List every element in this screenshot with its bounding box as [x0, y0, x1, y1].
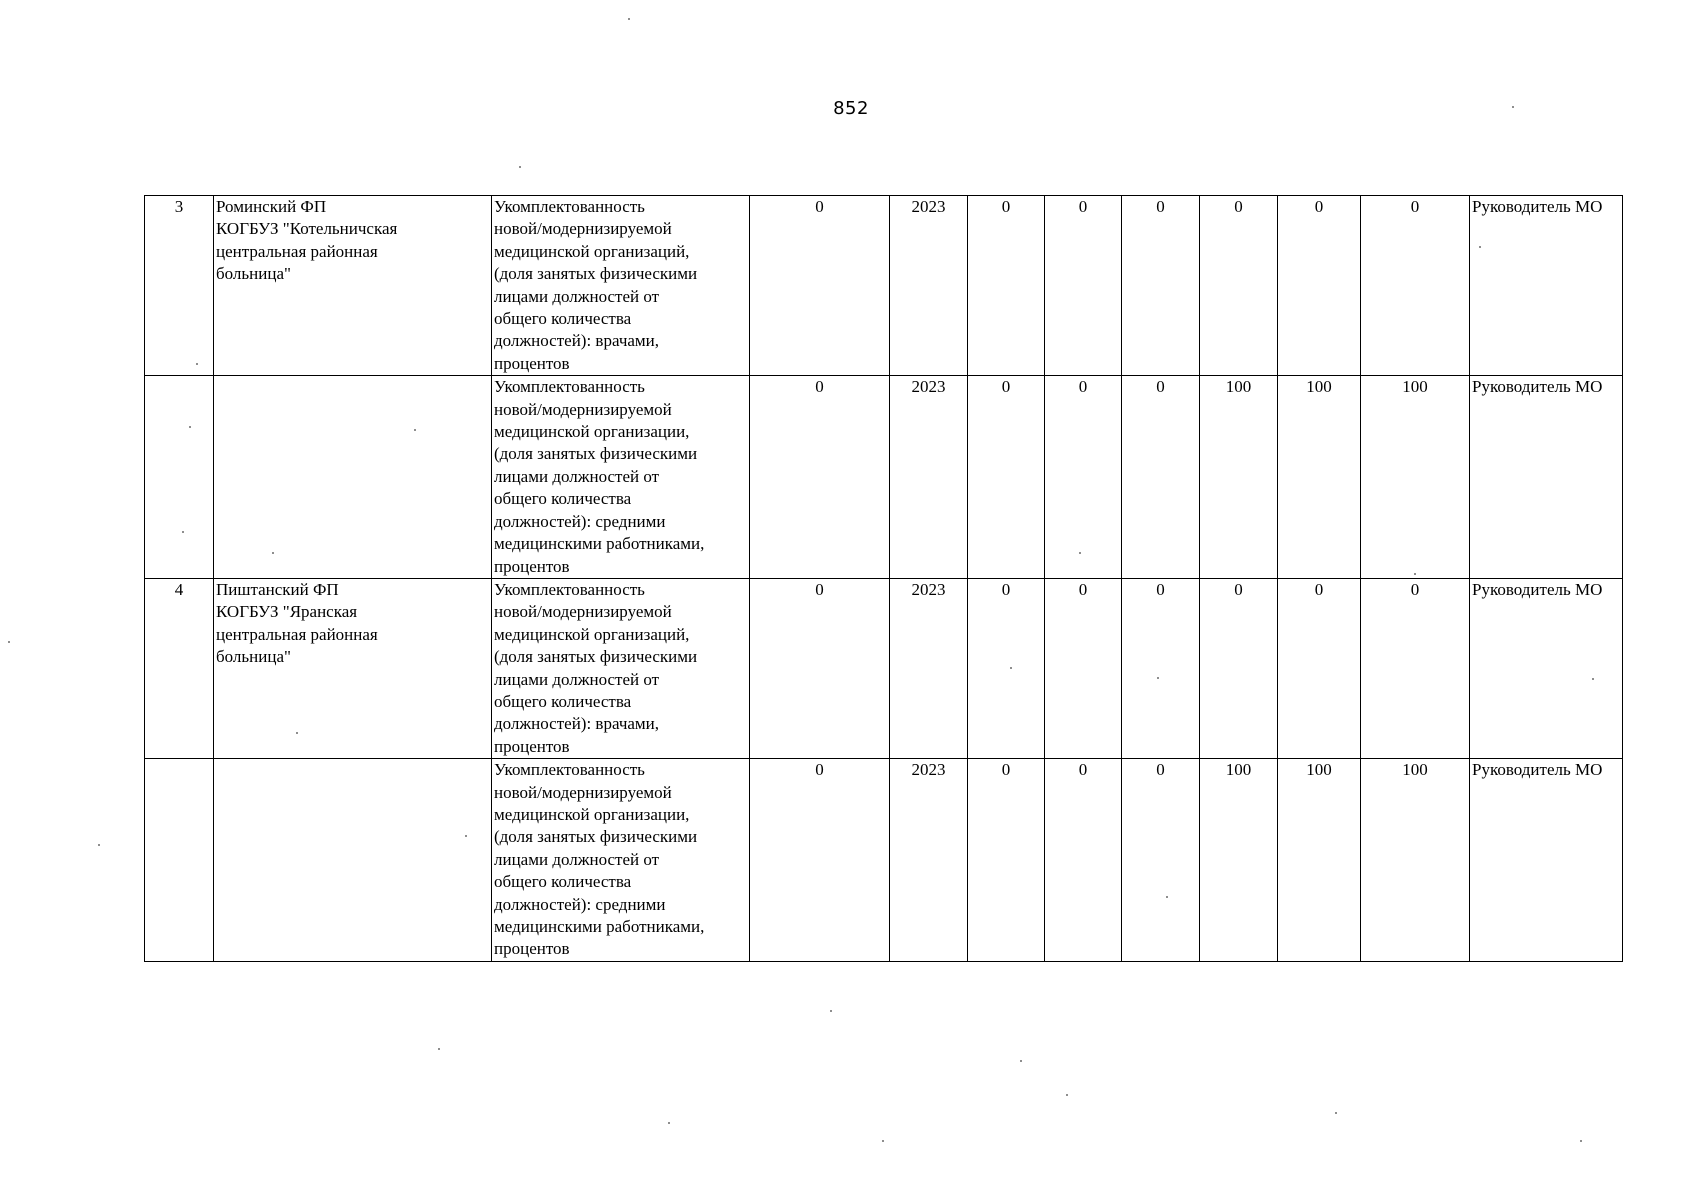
indicator-line: новой/модернизируемой	[494, 219, 672, 239]
indicator-line: Укомплектованность	[494, 197, 645, 216]
scan-speck	[1020, 1060, 1022, 1062]
scan-speck	[296, 732, 298, 734]
scan-speck	[196, 363, 198, 365]
indicator-line: процентов	[494, 353, 570, 373]
value-cell-6: 100	[1361, 759, 1470, 962]
value-cell-4: 100	[1200, 759, 1278, 962]
indicator-cell	[492, 578, 750, 758]
scan-speck	[1166, 896, 1168, 898]
page-number: 852	[833, 98, 869, 119]
organization-line: Роминский ФП	[216, 197, 327, 216]
year-cell: 2023	[890, 376, 968, 579]
row-number: 4	[145, 578, 214, 758]
value-cell-6: 0	[1361, 578, 1470, 758]
scan-speck	[1335, 1112, 1337, 1114]
table-row	[145, 578, 1623, 758]
scan-speck	[1512, 106, 1514, 108]
indicator-line: лицами должностей от	[494, 849, 660, 869]
organization-line: КОГБУЗ "Яранская	[216, 602, 358, 622]
scan-speck	[465, 835, 467, 837]
row-number: 3	[145, 196, 214, 376]
scan-speck	[1157, 677, 1159, 679]
value-cell-4: 0	[1200, 578, 1278, 758]
year-cell: 2023	[890, 196, 968, 376]
value-cell-3: 0	[1122, 759, 1200, 962]
base-value-cell: 0	[750, 759, 890, 962]
indicator-line: должностей): врачами,	[494, 714, 660, 734]
indicator-line: процентов	[494, 556, 570, 576]
scan-speck	[519, 166, 521, 168]
responsible-cell: Руководитель МО	[1470, 578, 1623, 758]
table-row	[145, 376, 1623, 579]
value-cell-1: 0	[968, 578, 1045, 758]
indicator-line: (доля занятых физическими	[494, 444, 698, 464]
scan-speck	[1414, 573, 1416, 575]
indicator-line: медицинскими работниками,	[494, 917, 705, 936]
scan-speck	[1479, 246, 1481, 248]
value-cell-5: 0	[1278, 578, 1361, 758]
base-value-cell: 0	[750, 578, 890, 758]
indicator-line: (доля занятых физическими	[494, 264, 698, 284]
indicators-table	[144, 195, 1623, 962]
organization-line: Пиштанский ФП	[216, 579, 339, 599]
scan-speck	[8, 641, 10, 643]
value-cell-6: 0	[1361, 196, 1470, 376]
indicator-line: новой/модернизируемой	[494, 782, 672, 802]
row-number	[145, 376, 214, 579]
value-cell-5: 0	[1278, 196, 1361, 376]
year-cell: 2023	[890, 759, 968, 962]
scan-speck	[668, 1122, 670, 1124]
organization-line: центральная районная	[216, 241, 378, 261]
indicator-line: Укомплектованность	[494, 377, 645, 397]
indicator-line: (доля занятых физическими	[494, 827, 698, 847]
organization-line: больница"	[216, 647, 291, 667]
scan-speck	[1079, 552, 1081, 554]
value-cell-5: 100	[1278, 759, 1361, 962]
organization-line: КОГБУЗ "Котельничская	[216, 219, 398, 239]
indicator-line: новой/модернизируемой	[494, 399, 672, 419]
indicator-line: общего количества	[494, 309, 632, 329]
scan-speck	[1066, 1094, 1068, 1096]
scan-speck	[272, 552, 274, 554]
responsible-cell: Руководитель МО	[1470, 759, 1623, 962]
scan-speck	[414, 429, 416, 431]
indicator-line: лицами должностей от	[494, 466, 660, 486]
indicator-line: общего количества	[494, 489, 632, 509]
scan-speck	[182, 531, 184, 533]
indicator-line: медицинской организаций,	[494, 241, 690, 261]
value-cell-2: 0	[1045, 376, 1122, 579]
indicator-line: должностей): врачами,	[494, 331, 660, 351]
scan-speck	[1580, 1140, 1582, 1142]
value-cell-1: 0	[968, 196, 1045, 376]
scan-speck	[98, 844, 100, 846]
year-cell: 2023	[890, 578, 968, 758]
scan-speck	[1592, 678, 1594, 680]
value-cell-3: 0	[1122, 196, 1200, 376]
indicator-line: Укомплектованность	[494, 579, 645, 599]
responsible-cell: Руководитель МО	[1470, 376, 1623, 579]
row-number	[145, 759, 214, 962]
responsible-cell: Руководитель МО	[1470, 196, 1623, 376]
indicator-cell	[492, 196, 750, 376]
value-cell-4: 100	[1200, 376, 1278, 579]
organization-cell	[214, 759, 492, 962]
value-cell-6: 100	[1361, 376, 1470, 579]
indicator-line: процентов	[494, 736, 570, 756]
indicator-line: лицами должностей от	[494, 286, 660, 306]
value-cell-2: 0	[1045, 196, 1122, 376]
base-value-cell: 0	[750, 376, 890, 579]
indicator-cell	[492, 376, 750, 579]
indicator-line: процентов	[494, 939, 570, 959]
scan-speck	[628, 18, 630, 20]
scan-speck	[830, 1010, 832, 1012]
organization-line: больница"	[216, 264, 291, 284]
value-cell-3: 0	[1122, 578, 1200, 758]
organization-cell	[214, 376, 492, 579]
indicator-line: общего количества	[494, 872, 632, 892]
value-cell-5: 100	[1278, 376, 1361, 579]
scan-speck	[882, 1140, 884, 1142]
indicator-cell	[492, 759, 750, 962]
indicator-line: медицинскими работниками,	[494, 534, 705, 554]
value-cell-3: 0	[1122, 376, 1200, 579]
organization-cell	[214, 578, 492, 758]
value-cell-2: 0	[1045, 578, 1122, 758]
indicator-line: Укомплектованность	[494, 760, 645, 780]
indicator-line: (доля занятых физическими	[494, 647, 698, 667]
value-cell-1: 0	[968, 759, 1045, 962]
indicator-line: должностей): средними	[494, 894, 666, 914]
scan-speck	[189, 426, 191, 428]
table-row	[145, 196, 1623, 376]
indicator-line: новой/модернизируемой	[494, 602, 672, 622]
organization-line: центральная районная	[216, 624, 378, 644]
indicator-line: медицинской организации,	[494, 804, 690, 824]
base-value-cell: 0	[750, 196, 890, 376]
scan-speck	[1010, 667, 1012, 669]
value-cell-1: 0	[968, 376, 1045, 579]
indicator-line: общего количества	[494, 691, 632, 711]
indicator-line: медицинской организаций,	[494, 624, 690, 644]
indicator-line: медицинской организации,	[494, 422, 690, 442]
indicator-line: лицами должностей от	[494, 669, 660, 689]
scan-speck	[438, 1048, 440, 1050]
value-cell-4: 0	[1200, 196, 1278, 376]
organization-cell	[214, 196, 492, 376]
table-row	[145, 759, 1623, 962]
value-cell-2: 0	[1045, 759, 1122, 962]
indicator-line: должностей): средними	[494, 511, 666, 531]
